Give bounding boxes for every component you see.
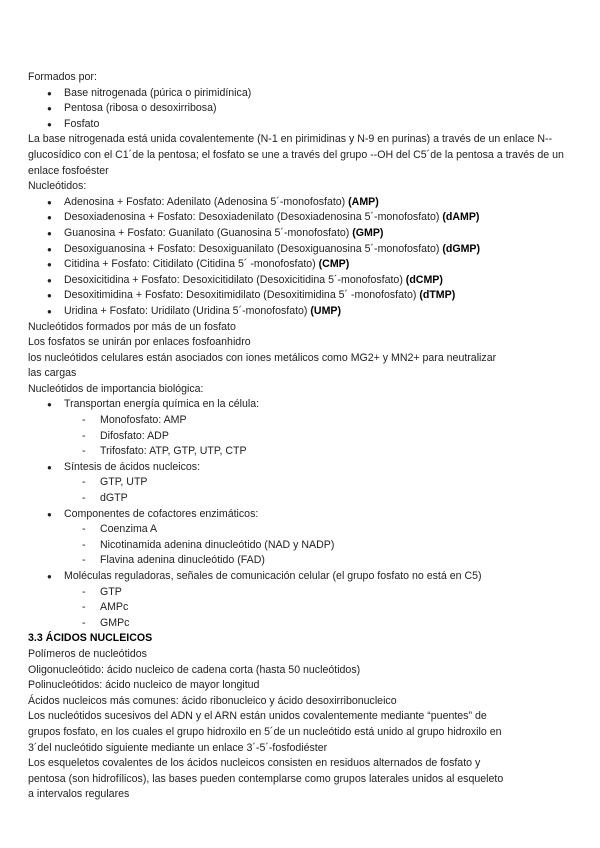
list-item	[28, 226, 573, 242]
importance-label: Nucleótidos de importancia biológica:	[28, 382, 204, 395]
list-item: - GTP, UTP	[28, 475, 573, 491]
list-item: - Trifosfato: ATP, GTP, UTP, CTP	[28, 444, 573, 460]
nucleotides-label: Nucleótidos:	[28, 180, 87, 193]
nucleotide-text: Adenosina + Fosfato: Adenilato (Adenosina 5´-monofosfato)	[64, 195, 349, 208]
list-item	[28, 304, 573, 320]
linkage-paragraph: La base nitrogenada está unida covalentemente (N-1 en pirimidinas y N-9 en purinas) a través de un enlace N--glucosídico con el C1´de la pentosa; el fosfato se une a través del grupo --OH del C5´de la pentosa a través de un enlace fosfoéster	[28, 133, 564, 177]
text-line: pentosa (son hidrofílicos), las bases pueden contemplarse como grupos laterales unidos al esqueleto	[28, 772, 504, 785]
text-line: grupos fosfato, en los cuales el grupo hidroxilo en 5´de un nucleótido está unido al grupo hidroxilo en	[28, 725, 502, 738]
list-item: - Monofosfato: AMP	[28, 413, 573, 429]
text-line: Nucleótidos formados por más de un fosfato	[28, 320, 236, 333]
nucleotide-text: Desoxitimidina + Fosfato: Desoxitimidilato (Desoxitimidina 5´ -monofosfato)	[64, 289, 420, 302]
intro-label: Formados por:	[28, 71, 97, 83]
text-line: Los nucleótidos sucesivos del ADN y el ARN están unidos covalentemente mediante “puentes” de	[28, 710, 487, 723]
text-line: los nucleótidos celulares están asociados con iones metálicos como MG2+ y MN2+ para neutralizar	[28, 351, 497, 364]
list-item	[28, 257, 573, 273]
text-line: a intervalos regulares	[28, 788, 130, 801]
section-heading: 3.3 ÁCIDOS NUCLEICOS	[28, 632, 153, 645]
nucleotide-abbr: (AMP)	[348, 195, 379, 208]
nucleotide-text: Uridina + Fosfato: Uridilato (Uridina 5´-monofosfato)	[64, 304, 311, 317]
list-item: - GTP	[28, 585, 573, 601]
document-page	[28, 70, 573, 803]
nucleotide-text: Desoxiadenosina + Fosfato: Desoxiadenilato (Desoxiadenosina 5´-monofosfato)	[64, 211, 443, 224]
importance-group-title: ● Moléculas reguladoras, señales de comunicación celular (el grupo fosfato no está en C5)	[28, 569, 573, 585]
nucleotide-abbr: (UMP)	[310, 304, 342, 317]
list-item: - Difosfato: ADP	[28, 429, 573, 445]
importance-group-title: ● Transportan energía química en la célula:	[28, 397, 573, 413]
text-line: 3´del nucleótido siguiente mediante un enlace 3´-5´-fosfodiéster	[28, 741, 328, 754]
list-item	[28, 210, 573, 226]
nucleotide-abbr: (GMP)	[352, 226, 384, 239]
list-item	[28, 242, 573, 258]
nucleotide-abbr: (CMP)	[318, 258, 350, 271]
list-item: ● Fosfato	[28, 117, 573, 133]
text-line: Oligonucleótido: ácido nucleico de cadena corta (hasta 50 nucleótidos)	[28, 663, 361, 676]
importance-group-title: ● Componentes de cofactores enzimáticos:	[28, 507, 573, 523]
list-item: - dGTP	[28, 491, 573, 507]
nucleotide-abbr: (dTMP)	[419, 289, 456, 302]
nucleotides-list	[28, 195, 573, 320]
composition-list	[28, 86, 573, 133]
list-item	[28, 273, 573, 289]
text-line: Polímeros de nucleótidos	[28, 647, 147, 660]
list-item: ● Base nitrogenada (púrica o pirimidínica)	[28, 86, 573, 102]
list-item: - Nicotinamida adenina dinucleótido (NAD y NADP)	[28, 538, 573, 554]
list-item: - Coenzima A	[28, 522, 573, 538]
text-line: Ácidos nucleicos más comunes: ácido ribonucleico y ácido desoxirribonucleico	[28, 694, 397, 707]
list-item: - AMPc	[28, 600, 573, 616]
text-line: Polinucleótidos: ácido nucleico de mayor longitud	[28, 679, 260, 692]
nucleotide-text: Desoxiguanosina + Fosfato: Desoxiguanilato (Desoxiguanosina 5´-monofosfato)	[64, 242, 443, 255]
text-line: Los esqueletos covalentes de los ácidos nucleicos consisten en residuos alternados de fosfato y	[28, 757, 481, 770]
text-line: Los fosfatos se unirán por enlaces fosfoanhidro	[28, 336, 251, 349]
list-item	[28, 195, 573, 211]
nucleotide-text: Guanosina + Fosfato: Guanilato (Guanosina 5´-monofosfato)	[64, 226, 353, 239]
list-item	[28, 288, 573, 304]
nucleotide-text: Desoxicitidina + Fosfato: Desoxicitidilato (Desoxicitidina 5´-monofosfato)	[64, 273, 406, 286]
list-item: - GMPc	[28, 616, 573, 632]
text-line: las cargas	[28, 367, 77, 380]
importance-group-title: ● Síntesis de ácidos nucleicos:	[28, 460, 573, 476]
nucleotide-text: Citidina + Fosfato: Citidilato (Citidina 5´ -monofosfato)	[64, 258, 319, 271]
list-item: - Flavina adenina dinucleótido (FAD)	[28, 553, 573, 569]
nucleotide-abbr: (dCMP)	[405, 273, 443, 286]
nucleotide-abbr: (dGMP)	[442, 242, 481, 255]
list-item: ● Pentosa (ribosa o desoxirribosa)	[28, 101, 573, 117]
importance-list	[28, 397, 573, 631]
nucleotide-abbr: (dAMP)	[442, 211, 480, 224]
